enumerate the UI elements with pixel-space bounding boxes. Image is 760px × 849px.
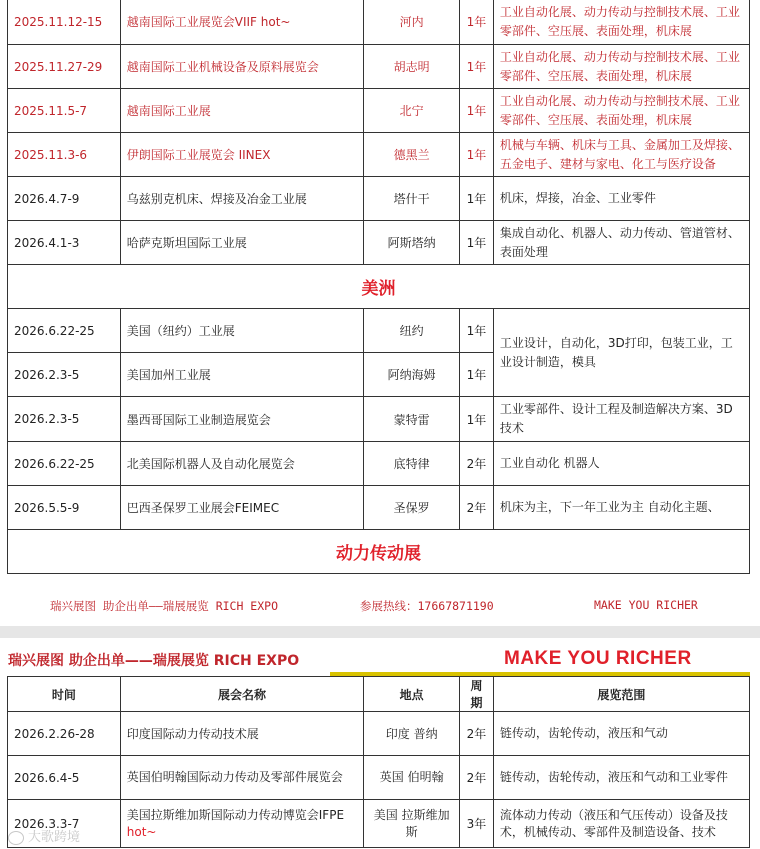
location-cell: 塔什干	[364, 177, 460, 221]
section-title: 美洲	[8, 265, 750, 309]
name-cell: 越南国际工业展	[120, 89, 363, 133]
name-cell: 越南国际工业机械设备及原料展览会	[120, 45, 363, 89]
watermark-logo-icon	[8, 831, 24, 845]
table-row	[8, 221, 750, 265]
date-cell: 2025.11.27-29	[8, 45, 121, 89]
scope-cell: 机床为主，下一年工业为主 自动化主题、	[493, 486, 749, 530]
column-header-scope: 展览范围	[493, 677, 749, 712]
hot-tag: hot~	[126, 824, 157, 839]
table-row	[8, 800, 750, 848]
scope-cell: 工业自动化展、动力传动与控制技术展、工业零部件、空压展、表面处理，机床展	[493, 89, 749, 133]
period-cell: 1年	[460, 309, 494, 353]
column-header-date: 时间	[8, 677, 121, 712]
watermark	[8, 826, 80, 845]
location-cell: 胡志明	[364, 45, 460, 89]
table-row	[8, 486, 750, 530]
name-cell: 乌兹别克机床、焊接及冶金工业展	[120, 177, 363, 221]
location-cell: 纽约	[364, 309, 460, 353]
exhibition-table-2	[7, 676, 750, 848]
date-cell: 2026.2.3-5	[8, 397, 121, 442]
scope-cell: 机床，焊接，冶金、工业零件	[493, 177, 749, 221]
column-header-name: 展会名称	[120, 677, 363, 712]
section-title: 动力传动展	[8, 530, 750, 574]
name-cell: 伊朗国际工业展览会 IINEX	[120, 133, 363, 177]
table-row	[8, 712, 750, 756]
scope-cell: 工业零部件、设计工程及制造解决方案、3D技术	[493, 397, 749, 442]
period-cell: 3年	[460, 800, 494, 848]
date-cell: 2026.6.22-25	[8, 442, 121, 486]
location-cell: 北宁	[364, 89, 460, 133]
name-cell: 墨西哥国际工业制造展览会	[120, 397, 363, 442]
table-row	[8, 133, 750, 177]
location-cell: 蒙特雷	[364, 397, 460, 442]
exhibition-table-1	[7, 0, 750, 574]
page2-header-brand: 瑞兴展图 助企出单——瑞展展览 RICH EXPO	[8, 653, 300, 669]
period-cell: 1年	[460, 177, 494, 221]
scope-cell: 流体动力传动（液压和气压传动）设备及技术，机械传动、零部件及制造设备、技术	[493, 800, 749, 848]
period-cell: 1年	[460, 0, 494, 45]
date-cell: 2025.11.3-6	[8, 133, 121, 177]
name-cell: 北美国际机器人及自动化展览会	[120, 442, 363, 486]
page2-header-slogan: MAKE YOU RICHER	[504, 648, 692, 669]
footer-brand: 瑞兴展图 助企出单——瑞展展览 RICH EXPO	[50, 599, 279, 613]
period-cell: 1年	[460, 397, 494, 442]
location-cell: 美国 拉斯维加斯	[364, 800, 460, 848]
period-cell: 1年	[460, 221, 494, 265]
location-cell: 阿斯塔纳	[364, 221, 460, 265]
date-cell: 2026.4.1-3	[8, 221, 121, 265]
table-row	[8, 756, 750, 800]
name-text: 美国拉斯维加斯国际动力传动博览会IFPE	[126, 807, 345, 822]
scope-cell: 工业设计，自动化，3D打印，包装工业，工业设计制造，模具	[493, 309, 749, 397]
date-cell: 2026.2.3-5	[8, 353, 121, 397]
date-cell: 2026.4.7-9	[8, 177, 121, 221]
scope-cell: 工业自动化展、动力传动与控制技术展、工业零部件、空压展、表面处理，机床展	[493, 0, 749, 45]
date-cell: 2026.5.5-9	[8, 486, 121, 530]
date-cell: 2026.2.26-28	[8, 712, 121, 756]
period-cell: 1年	[460, 45, 494, 89]
table-row	[8, 177, 750, 221]
section-header-americas	[8, 265, 750, 309]
date-cell: 2025.11.5-7	[8, 89, 121, 133]
date-cell: 2025.11.12-15	[8, 0, 121, 45]
scope-cell: 集成自动化、机器人、动力传动、管道管材、表面处理	[493, 221, 749, 265]
name-cell: 哈萨克斯坦国际工业展	[120, 221, 363, 265]
location-cell: 底特律	[364, 442, 460, 486]
table-header-row	[8, 677, 750, 712]
watermark-text: 大歌跨境	[28, 830, 81, 845]
period-cell: 2年	[460, 442, 494, 486]
location-cell: 英国 伯明翰	[364, 756, 460, 800]
date-cell: 2026.6.22-25	[8, 309, 121, 353]
column-header-location: 地点	[364, 677, 460, 712]
table-row	[8, 45, 750, 89]
location-cell: 圣保罗	[364, 486, 460, 530]
name-cell: 越南国际工业展览会VIIF hot~	[120, 0, 363, 45]
period-cell: 1年	[460, 89, 494, 133]
column-header-period: 周期	[460, 677, 494, 712]
period-cell: 2年	[460, 486, 494, 530]
name-cell: 英国伯明翰国际动力传动及零部件展览会	[120, 756, 363, 800]
table-row	[8, 89, 750, 133]
date-cell: 2026.3.3-7	[8, 800, 121, 848]
table-row	[8, 442, 750, 486]
page-footer	[0, 588, 760, 622]
location-cell: 阿纳海姆	[364, 353, 460, 397]
scope-cell: 链传动，齿轮传动，液压和气动	[493, 712, 749, 756]
footer-slogan: MAKE YOU RICHER	[594, 598, 698, 612]
date-cell: 2026.6.4-5	[8, 756, 121, 800]
name-cell: 美国（纽约）工业展	[120, 309, 363, 353]
footer-hotline: 参展热线：17667871190	[360, 599, 494, 613]
scope-cell: 工业自动化 机器人	[493, 442, 749, 486]
location-cell: 河内	[364, 0, 460, 45]
period-cell: 1年	[460, 353, 494, 397]
name-cell: 美国加州工业展	[120, 353, 363, 397]
name-cell: 印度国际动力传动技术展	[120, 712, 363, 756]
period-cell: 2年	[460, 756, 494, 800]
period-cell: 1年	[460, 133, 494, 177]
table-row	[8, 309, 750, 353]
section-header-power-transmission	[8, 530, 750, 574]
location-cell: 印度 普纳	[364, 712, 460, 756]
table-row	[8, 0, 750, 45]
period-cell: 2年	[460, 712, 494, 756]
location-cell: 德黑兰	[364, 133, 460, 177]
scope-cell: 机械与车辆、机床与工具、金属加工及焊接、五金电子、建材与家电、化工与医疗设备	[493, 133, 749, 177]
scope-cell: 工业自动化展、动力传动与控制技术展、工业零部件、空压展、表面处理，机床展	[493, 45, 749, 89]
name-cell	[120, 800, 363, 848]
page-divider	[0, 626, 760, 638]
name-cell: 巴西圣保罗工业展会FEIMEC	[120, 486, 363, 530]
table-row	[8, 397, 750, 442]
scope-cell: 链传动，齿轮传动，液压和气动和工业零件	[493, 756, 749, 800]
